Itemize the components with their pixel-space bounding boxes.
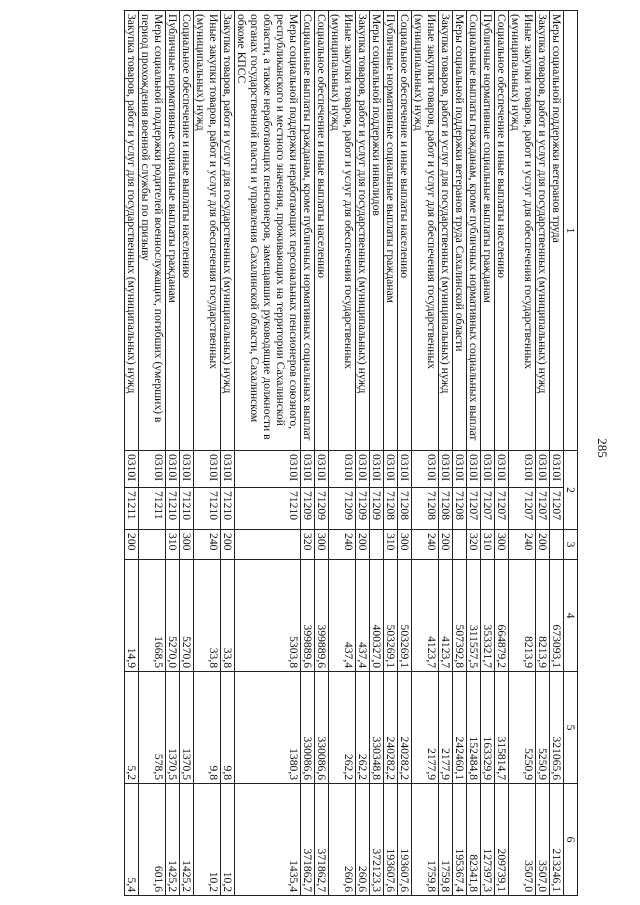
table-row (301, 11, 315, 896)
row-value-col4: 353321,7 (481, 560, 495, 672)
row-code-type: 240 (329, 530, 356, 560)
table-row (180, 11, 194, 896)
row-name: Иные закупки товаров, работ и услуг для обеспечения государственных (муниципальных) нужд (329, 11, 356, 451)
row-value-col6: 82341,8 (467, 784, 481, 896)
row-value-col6: 10,2 (194, 784, 221, 896)
row-value-col4: 437,4 (329, 560, 356, 672)
row-value-col6: 5,4 (125, 784, 139, 896)
row-name: Публичные нормативные социальные выплаты гражданам (166, 11, 180, 451)
row-value-col4: 14,9 (125, 560, 139, 672)
row-value-col4: 400327,0 (370, 560, 384, 672)
budget-table (124, 10, 578, 896)
table-row (221, 11, 235, 896)
header-cell: 1 (564, 11, 578, 451)
row-code-direction: 71209 (329, 488, 356, 530)
row-value-col4: 664879,2 (495, 560, 509, 672)
row-code-direction: 71211 (125, 488, 139, 530)
row-value-col4: 33,8 (221, 560, 235, 672)
table-row (495, 11, 509, 896)
row-code-program: 0310I (453, 451, 467, 488)
row-value-col6: 1425,2 (180, 784, 194, 896)
row-code-program: 0310I (356, 451, 370, 488)
row-name: Социальное обеспечение и иные выплаты населению (398, 11, 412, 451)
row-code-direction: 71209 (356, 488, 370, 530)
row-value-col5: 1370,5 (180, 672, 194, 784)
table-row (125, 11, 139, 896)
row-value-col4: 5303,8 (235, 560, 301, 672)
row-value-col6: 260,6 (329, 784, 356, 896)
row-code-type (370, 530, 384, 560)
row-code-program: 0310I (235, 451, 301, 488)
row-value-col4: 399889,6 (315, 560, 329, 672)
row-code-program: 0310I (509, 451, 536, 488)
row-value-col6: 193607,6 (398, 784, 412, 896)
header-cell: 4 (564, 560, 578, 672)
row-name: Социальное обеспечение и иные выплаты населению (315, 11, 329, 451)
row-value-col4: 311557,5 (467, 560, 481, 672)
table-row (384, 11, 398, 896)
row-value-col4: 503269,1 (398, 560, 412, 672)
row-value-col5: 321065,6 (550, 672, 564, 784)
row-code-type: 240 (509, 530, 536, 560)
row-code-type: 300 (398, 530, 412, 560)
row-code-program: 0310I (166, 451, 180, 488)
row-name: Меры социальной поддержки инвалидов (370, 11, 384, 451)
row-code-program: 0310I (481, 451, 495, 488)
row-value-col4: 507392,8 (453, 560, 467, 672)
row-name: Закупка товаров, работ и услуг для государственных (муниципальных) нужд (125, 11, 139, 451)
header-cell: 2 (564, 451, 578, 530)
row-code-program: 0310I (439, 451, 453, 488)
row-name: Закупка товаров, работ и услуг для государственных (муниципальных) нужд (356, 11, 370, 451)
row-name: Закупка товаров, работ и услуг для государственных (муниципальных) нужд (536, 11, 550, 451)
row-code-program: 0310I (180, 451, 194, 488)
table-row (235, 11, 301, 896)
row-value-col5: 9,8 (194, 672, 221, 784)
row-code-direction: 71207 (509, 488, 536, 530)
row-code-type: 240 (194, 530, 221, 560)
row-code-type: 300 (495, 530, 509, 560)
row-value-col5: 330086,6 (315, 672, 329, 784)
row-code-program: 0310I (398, 451, 412, 488)
row-code-type: 320 (301, 530, 315, 560)
table-row (356, 11, 370, 896)
table-row (509, 11, 536, 896)
row-name: Социальные выплаты гражданам, кроме публичных нормативных социальных выплат (301, 11, 315, 451)
row-code-type: 310 (384, 530, 398, 560)
row-value-col6: 209739,1 (495, 784, 509, 896)
row-code-direction: 71210 (221, 488, 235, 530)
row-code-direction: 71207 (536, 488, 550, 530)
row-value-col4: 5270,0 (180, 560, 194, 672)
row-value-col6: 1425,2 (166, 784, 180, 896)
row-code-type: 300 (315, 530, 329, 560)
row-value-col5: 262,2 (356, 672, 370, 784)
row-code-direction: 71207 (467, 488, 481, 530)
row-value-col6: 1435,4 (235, 784, 301, 896)
row-value-col5: 1370,5 (166, 672, 180, 784)
table-row (315, 11, 329, 896)
table-row (329, 11, 356, 896)
row-value-col6: 601,6 (139, 784, 166, 896)
row-value-col6: 10,2 (221, 784, 235, 896)
row-value-col5: 242460,1 (453, 672, 467, 784)
row-code-program: 0310I (315, 451, 329, 488)
row-name: Закупка товаров, работ и услуг для государственных (муниципальных) нужд (221, 11, 235, 451)
row-value-col5: 2177,9 (412, 672, 439, 784)
table-row (439, 11, 453, 896)
row-value-col5: 1380,3 (235, 672, 301, 784)
row-name: Меры социальной поддержки родителей военнослужащих, погибших (умерших) в период прохождения военной службы по призыву (139, 11, 166, 451)
row-value-col5: 330348,8 (370, 672, 384, 784)
row-code-program: 0310I (370, 451, 384, 488)
table-row (481, 11, 495, 896)
row-name: Социальные выплаты гражданам, кроме публичных нормативных социальных выплат (467, 11, 481, 451)
table-row (536, 11, 550, 896)
row-code-type: 200 (221, 530, 235, 560)
row-value-col6: 3507,0 (509, 784, 536, 896)
row-value-col6: 260,6 (356, 784, 370, 896)
row-value-col4: 8213,9 (536, 560, 550, 672)
row-code-type (550, 530, 564, 560)
rotated-page (18, 10, 578, 895)
row-value-col5: 2177,9 (439, 672, 453, 784)
row-code-type (235, 530, 301, 560)
row-code-direction: 71210 (180, 488, 194, 530)
row-name: Закупка товаров, работ и услуг для государственных (муниципальных) нужд (439, 11, 453, 451)
row-value-col5: 578,5 (139, 672, 166, 784)
row-code-program: 0310I (412, 451, 439, 488)
row-value-col4: 503269,1 (384, 560, 398, 672)
row-name: Меры социальной поддержки ветеранов труда (550, 11, 564, 451)
table-row (166, 11, 180, 896)
row-code-direction: 71210 (235, 488, 301, 530)
row-code-type: 200 (125, 530, 139, 560)
row-code-program: 0310I (550, 451, 564, 488)
row-name: Социальное обеспечение и иные выплаты населению (180, 11, 194, 451)
row-value-col5: 315814,7 (495, 672, 509, 784)
row-value-col4: 8213,9 (509, 560, 536, 672)
row-code-program: 0310I (194, 451, 221, 488)
row-code-program: 0310I (125, 451, 139, 488)
row-value-col4: 399889,6 (301, 560, 315, 672)
row-code-direction: 71209 (301, 488, 315, 530)
row-code-direction: 71209 (370, 488, 384, 530)
row-code-type: 320 (467, 530, 481, 560)
row-code-type: 310 (481, 530, 495, 560)
row-value-col5: 5,2 (125, 672, 139, 784)
row-code-program: 0310I (495, 451, 509, 488)
row-code-type: 200 (439, 530, 453, 560)
row-name: Меры социальной поддержки ветеранов труда Сахалинской области (453, 11, 467, 451)
row-code-direction: 71207 (550, 488, 564, 530)
row-code-program: 0310I (221, 451, 235, 488)
table-body (125, 11, 564, 896)
row-code-direction: 71208 (398, 488, 412, 530)
row-code-direction: 71210 (194, 488, 221, 530)
table-row (139, 11, 166, 896)
table-row (370, 11, 384, 896)
row-value-col6: 1759,8 (412, 784, 439, 896)
row-code-direction: 71210 (166, 488, 180, 530)
row-code-type: 200 (536, 530, 550, 560)
table-row (467, 11, 481, 896)
row-code-direction: 71208 (439, 488, 453, 530)
row-value-col4: 673093,1 (550, 560, 564, 672)
row-value-col6: 213246,1 (550, 784, 564, 896)
row-name: Иные закупки товаров, работ и услуг для обеспечения государственных (муниципальных) нужд (412, 11, 439, 451)
row-code-program: 0310I (301, 451, 315, 488)
row-code-type: 310 (166, 530, 180, 560)
page-number: 285 (594, 438, 610, 458)
row-name: Иные закупки товаров, работ и услуг для обеспечения государственных (муниципальных) нужд (509, 11, 536, 451)
row-value-col6: 371862,7 (315, 784, 329, 896)
row-code-program: 0310I (467, 451, 481, 488)
row-value-col5: 330086,6 (301, 672, 315, 784)
row-code-direction: 71208 (384, 488, 398, 530)
table-row (550, 11, 564, 896)
row-value-col6: 195367,4 (453, 784, 467, 896)
row-code-direction: 71207 (495, 488, 509, 530)
row-value-col5: 9,8 (221, 672, 235, 784)
row-code-direction: 71209 (315, 488, 329, 530)
row-name: Публичные нормативные социальные выплаты гражданам (384, 11, 398, 451)
table-row (398, 11, 412, 896)
row-name: Иные закупки товаров, работ и услуг для обеспечения государственных (муниципальных) нужд (194, 11, 221, 451)
row-name: Меры социальной поддержки неработающих персональных пенсионеров союзного, республиканского и местного значения, проживающих на территории Сахалинской области, а также неработающих пенсионеров, замещавших руководящие должности в органах государственной власти и управления Сахалинской области, Сахалинском обкоме КПСС (235, 11, 301, 451)
row-code-type (453, 530, 467, 560)
row-value-col4: 437,4 (356, 560, 370, 672)
row-value-col4: 33,8 (194, 560, 221, 672)
row-value-col4: 4123,7 (412, 560, 439, 672)
row-value-col5: 240282,2 (384, 672, 398, 784)
table-row (194, 11, 221, 896)
row-value-col5: 5250,9 (536, 672, 550, 784)
row-code-direction: 71211 (139, 488, 166, 530)
row-value-col5: 152484,8 (467, 672, 481, 784)
header-cell: 3 (564, 530, 578, 560)
row-code-type: 300 (180, 530, 194, 560)
row-value-col4: 5270,0 (166, 560, 180, 672)
row-value-col6: 3507,0 (536, 784, 550, 896)
row-code-direction: 71208 (453, 488, 467, 530)
row-value-col6: 1759,8 (439, 784, 453, 896)
header-cell: 6 (564, 784, 578, 896)
row-code-type: 200 (356, 530, 370, 560)
row-code-program: 0310I (329, 451, 356, 488)
table-row (412, 11, 439, 896)
row-code-type: 240 (412, 530, 439, 560)
row-value-col5: 5250,9 (509, 672, 536, 784)
header-cell: 5 (564, 672, 578, 784)
row-value-col6: 193607,6 (384, 784, 398, 896)
row-name: Социальное обеспечение и иные выплаты населению (495, 11, 509, 451)
row-code-direction: 71208 (412, 488, 439, 530)
row-value-col6: 372123,3 (370, 784, 384, 896)
row-value-col4: 4123,7 (439, 560, 453, 672)
row-value-col4: 1668,5 (139, 560, 166, 672)
row-value-col5: 262,2 (329, 672, 356, 784)
row-name: Публичные нормативные социальные выплаты гражданам (481, 11, 495, 451)
row-value-col5: 240282,2 (398, 672, 412, 784)
header-row (564, 11, 578, 896)
table-row (453, 11, 467, 896)
row-value-col6: 127397,3 (481, 784, 495, 896)
row-value-col5: 163329,9 (481, 672, 495, 784)
row-code-program: 0310I (384, 451, 398, 488)
row-code-direction: 71207 (481, 488, 495, 530)
row-code-program: 0310I (139, 451, 166, 488)
row-value-col6: 371862,7 (301, 784, 315, 896)
row-code-type (139, 530, 166, 560)
row-code-program: 0310I (536, 451, 550, 488)
